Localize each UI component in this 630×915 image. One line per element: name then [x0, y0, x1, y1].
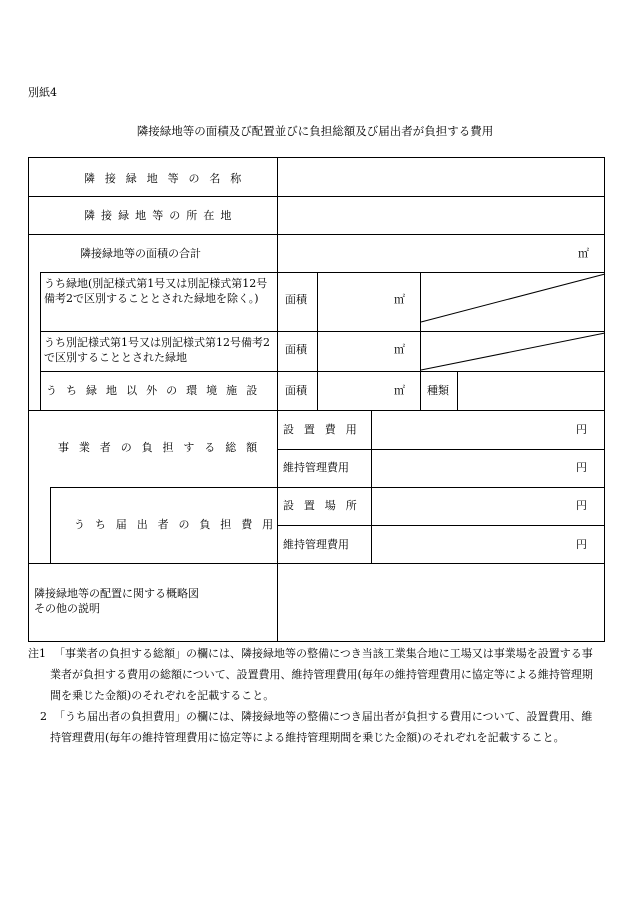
cost-row-2-label: 維持管理費用	[283, 461, 349, 474]
note-2-text: 「うち届出者の負担費用」の欄には、隣接緑地等の整備につき届出者が負担する費用について、設置費用、維持管理費用(毎年の維持管理費用に協定等による維持管理期間を乗じた金額)のそれぞれを記載すること。	[50, 710, 593, 744]
location-label: 隣接緑地等の所在地	[84, 209, 238, 222]
green-row-3-area-label: 面積	[285, 384, 307, 397]
area-total-unit: ㎡	[578, 247, 589, 260]
note-1-text: 「事業者の負担する総額」の欄には、隣接緑地等の整備につき当該工業集合地に工場又は事業場を設置する事業者が負担する費用の総額について、設置費用、維持管理費用(毎年の維持管理費用に協定等による維持管理期間を乗じた金額)のそれぞれを記載すること。	[50, 647, 593, 702]
green-row-1-area-label: 面積	[285, 293, 307, 306]
strike-line-2	[421, 333, 605, 370]
note-1-mark: 注1	[28, 647, 46, 660]
name-label: 隣接緑地等の名称	[84, 172, 252, 185]
cost-row-1-label: 設置費用	[283, 423, 367, 436]
green-row-1-unit: ㎡	[394, 293, 405, 306]
cost-row-4-unit: 円	[576, 538, 587, 551]
green-row-3-unit: ㎡	[394, 384, 405, 397]
green-row-2-area-label: 面積	[285, 343, 307, 356]
green-row-3-label: うち緑地以外の環境施設	[46, 384, 267, 397]
green-row-2-label: うち別記様式第1号又は別記様式第12号備考2で区別することとされた緑地	[44, 336, 270, 364]
area-total-label: 隣接緑地等の面積の合計	[80, 247, 201, 260]
diagram-label-1: 隣接緑地等の配置に関する概略図	[34, 587, 199, 600]
green-row-3-kind-label: 種類	[427, 384, 449, 397]
green-row-1-label: うち緑地(別記様式第1号又は別記様式第12号備考2で区別することとされた緑地を除く。)	[44, 277, 268, 305]
page-title: 隣接緑地等の面積及び配置並びに負担総額及び届出者が負担する費用	[136, 124, 494, 138]
cost-row-2-unit: 円	[576, 461, 587, 474]
cost-row-3-label: 設置場所	[283, 499, 367, 512]
appendix-label: 別紙4	[28, 86, 57, 99]
cost-row-1-unit: 円	[576, 423, 587, 436]
diagram-label-2: その他の説明	[34, 602, 100, 615]
green-row-2-unit: ㎡	[394, 343, 405, 356]
notifier-cost-label: うち届出者の負担費用	[74, 518, 283, 531]
strike-line-1	[421, 274, 605, 322]
cost-row-4-label: 維持管理費用	[283, 538, 349, 551]
note-2-mark: 2	[40, 710, 47, 723]
operator-total-label: 事業者の負担する総額	[58, 441, 267, 454]
cost-row-3-unit: 円	[576, 499, 587, 512]
